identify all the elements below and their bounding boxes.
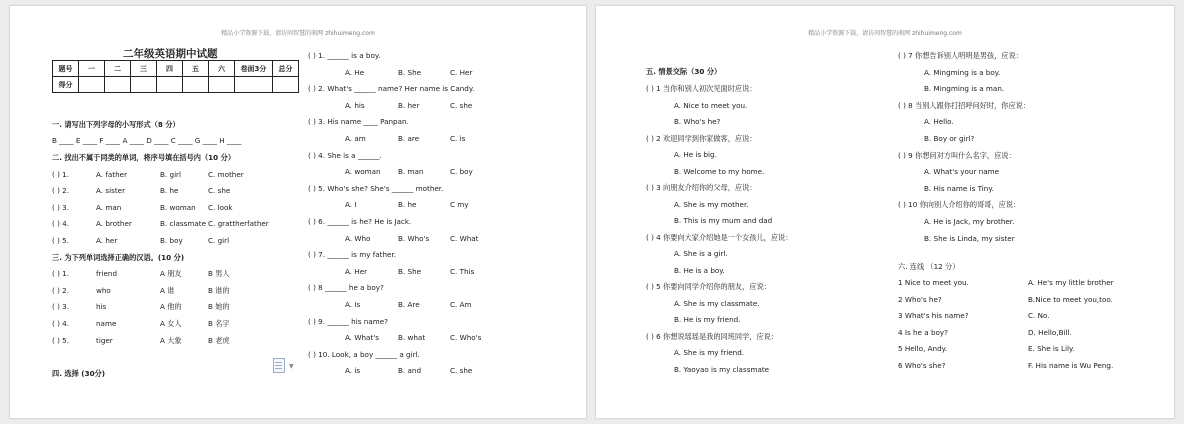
question-text: ( ) 5. Who's she? She's ______ mother. (308, 183, 444, 193)
question-option: B. classmate (160, 219, 206, 228)
question-text: ( ) 2 欢迎同学到你家做客，应说： (646, 133, 757, 143)
score-table-cell: 题号 (53, 61, 79, 77)
letter-blanks: B ____ E ____ F ____ A ____ D ____ C ____ G ____ H ____ (52, 136, 242, 145)
answer-option: C. she (450, 100, 473, 110)
page-1 (10, 6, 586, 418)
question-text: ( ) 4 你要向大家介绍她是一个女孩儿，应说： (646, 232, 793, 242)
question-text: ( ) 7. ______ is my father. (308, 250, 397, 260)
section-title: 一. 请写出下列字母的小写形式（8 分） (52, 120, 180, 129)
question-option: A 谁 (160, 286, 175, 295)
question-text: ( ) 3 向朋友介绍你的父母，应说： (646, 183, 757, 192)
answer-option: B. Yaoyao is my classmate (674, 364, 770, 374)
question-option: B. woman (160, 203, 196, 212)
matching-left-item: 5 Hello, Andy. (898, 344, 948, 354)
question-text: ( ) 6 你想说瑶瑶是我的同班同学，应说： (646, 331, 779, 341)
matching-right-item: E. She is Lily. (1028, 344, 1075, 354)
question-option: A 他的 (160, 302, 182, 311)
question-option: B 名字 (208, 319, 230, 328)
answer-option: B. what (398, 333, 426, 343)
score-table-cell: 三 (131, 61, 157, 77)
score-table-cell: 卷面3分 (235, 61, 273, 77)
section-title: 二. 找出不属于同类的单词，将序号填在括号内（10 分） (52, 153, 236, 162)
question-text: ( ) 5 你要向同学介绍你的朋友，应说： (646, 282, 771, 291)
question-option: ( ) 4. (52, 319, 70, 328)
section-title: 三. 为下列单词选择正确的汉语。(10 分) (52, 253, 185, 262)
matching-right-item: F. His name is Wu Peng. (1028, 361, 1114, 370)
score-table-cell: 二 (105, 61, 131, 77)
score-table-cell (183, 77, 209, 93)
question-option: C. grattherfather (208, 219, 269, 228)
matching-right-item: D. Hello,Bill. (1028, 327, 1072, 337)
section-title: 四. 选择 (30分) (52, 369, 106, 378)
question-option: C. mother (208, 170, 244, 179)
answer-option: A. She is my classmate. (674, 298, 760, 308)
score-table-cell: 四 (157, 61, 183, 77)
answer-option: A. is (345, 366, 361, 376)
answer-option: C my (450, 200, 469, 210)
question-option: A. sister (96, 186, 126, 195)
matching-left-item: 4 Is he a boy? (898, 327, 948, 337)
score-table-cell: 得分 (53, 77, 79, 93)
answer-option: B. Are (398, 300, 420, 309)
score-table-score-row (53, 77, 299, 93)
answer-option: A. I (345, 200, 357, 210)
question-text: ( ) 1. ______ is a boy. (308, 51, 381, 60)
answer-option: A. am (345, 134, 366, 143)
question-option: ( ) 2. (52, 186, 70, 195)
question-option: A. man (96, 203, 122, 212)
answer-option: A. She is my mother. (674, 199, 749, 209)
answer-option: A. What's (345, 333, 379, 343)
question-option: ( ) 5. (52, 236, 70, 245)
answer-option: C. This (450, 266, 475, 276)
question-text: ( ) 8 ______ he a boy? (308, 283, 384, 293)
question-option: A 朋友 (160, 269, 182, 278)
question-option: his (96, 302, 107, 311)
matching-left-item: 1 Nice to meet you. (898, 278, 969, 287)
question-text: ( ) 3. His name ____ Panpan. (308, 117, 409, 127)
answer-option: A. Hello. (924, 117, 954, 127)
question-text: ( ) 10 你向别人介绍你的哥哥，应说： (898, 200, 1021, 210)
question-text: ( ) 9. ______ his name? (308, 316, 388, 326)
question-option: C. she (208, 186, 231, 195)
question-option: A 大象 (160, 336, 182, 345)
answer-option: A. woman (345, 167, 381, 177)
answer-option: B. This is my mum and dad (674, 216, 773, 225)
question-option: name (96, 319, 117, 328)
answer-option: C. Her (450, 67, 473, 77)
answer-option: B. She (398, 266, 422, 276)
question-option: A 女人 (160, 319, 182, 328)
question-option: B. girl (160, 170, 182, 179)
score-table-cell: 六 (209, 61, 235, 77)
question-text: ( ) 2. What's ______ name? Her name is Candy. (308, 84, 475, 94)
answer-option: B. His name is Tiny. (924, 183, 994, 193)
question-option: C. look (208, 203, 233, 212)
answer-option: B. and (398, 366, 422, 376)
answer-option: A. Her (345, 266, 368, 276)
answer-option: A. his (345, 100, 365, 110)
question-option: B. he (160, 186, 179, 195)
score-table-cell (105, 77, 131, 93)
answer-option: C. Am (450, 300, 472, 309)
question-text: ( ) 6. ______ is he? He is Jack. (308, 217, 412, 226)
question-text: ( ) 1 当你和别人初次见面时应说： (646, 84, 757, 93)
answer-option: B. Who's he? (674, 117, 721, 126)
question-option: tiger (96, 336, 113, 345)
answer-option: C. What (450, 233, 479, 243)
question-option: B 谁的 (208, 286, 230, 295)
answer-option: B. Mingming is a man. (924, 84, 1005, 94)
exam-title: 二年级英语期中试题 (123, 48, 218, 60)
matching-left-item: 2 Who's he? (898, 294, 942, 304)
question-text: ( ) 9 你想问对方叫什么名字，应说： (898, 150, 1016, 160)
question-text: ( ) 8 当别人跟你打招呼问好时，你应说： (898, 100, 1031, 110)
matching-left-item: 3 What's his name? (898, 311, 969, 321)
question-option: ( ) 1. (52, 170, 70, 179)
question-option: A. her (96, 236, 118, 245)
question-option: who (96, 286, 111, 295)
answer-option: C. boy (450, 167, 473, 177)
question-option: B. boy (160, 236, 183, 245)
answer-option: B. She (398, 67, 422, 77)
question-text: ( ) 7 你想告诉别人明明是男孩，应说： (898, 51, 1023, 60)
score-table-cell (273, 77, 299, 93)
answer-option: C. is (450, 134, 466, 143)
answer-option: A. He is big. (674, 150, 717, 159)
answer-option: A. She is my friend. (674, 348, 745, 357)
score-table-cell (157, 77, 183, 93)
answer-option: B. are (398, 134, 420, 143)
page-2 (596, 6, 1174, 418)
page-header: 精品小学资源下载，请访问智慧的萌网 zhihuimeng.com (221, 30, 375, 37)
answer-option: A. Who (345, 233, 371, 243)
matching-left-item: 6 Who's she? (898, 361, 946, 370)
question-option: B 老虎 (208, 336, 230, 345)
answer-option: C. Who's (450, 333, 482, 343)
matching-right-item: B.Nice to meet you,too. (1028, 294, 1113, 304)
question-option: ( ) 3. (52, 203, 70, 212)
answer-option: B. he (398, 200, 417, 210)
answer-option: B. Who's (398, 233, 430, 243)
score-table-cell: 一 (79, 61, 105, 77)
answer-option: B. She is Linda, my sister (924, 233, 1015, 243)
question-option: friend (96, 269, 118, 278)
question-option: B 她的 (208, 302, 230, 311)
document-options-icon[interactable]: ▼ (273, 358, 295, 378)
score-table-cell: 总分 (273, 61, 299, 77)
answer-option: B. her (398, 100, 420, 110)
score-table-cell: 五 (183, 61, 209, 77)
answer-option: B. Welcome to my home. (674, 166, 765, 176)
score-table-cell (79, 77, 105, 93)
answer-option: B. He is my friend. (674, 315, 741, 324)
answer-option: A. He is Jack, my brother. (924, 217, 1015, 226)
score-table-cell (235, 77, 273, 93)
question-option: ( ) 1. (52, 269, 70, 278)
question-option: ( ) 3. (52, 302, 70, 311)
question-option: ( ) 2. (52, 286, 70, 295)
score-table (52, 60, 299, 93)
answer-option: B. man (398, 167, 424, 177)
question-text: ( ) 4. She is a ______. (308, 150, 382, 160)
section-6-title: 六. 连线 （12 分） (898, 262, 960, 271)
answer-option: A. Nice to meet you. (674, 100, 748, 110)
answer-option: B. He is a boy. (674, 265, 725, 275)
answer-option: A. Is (345, 300, 361, 309)
answer-option: A. Mingming is a boy. (924, 67, 1001, 77)
section-title: 五. 情景交际（30 分） (646, 67, 722, 76)
matching-right-item: A. He's my little brother (1028, 278, 1114, 287)
answer-option: B. Boy or girl? (924, 134, 975, 143)
question-option: ( ) 4. (52, 219, 70, 228)
question-text: ( ) 10. Look, a boy ______ a girl. (308, 349, 420, 359)
answer-option: C. she (450, 366, 473, 376)
answer-option: A. He (345, 67, 365, 77)
question-option: ( ) 5. (52, 336, 70, 345)
matching-right-item: C. No. (1028, 311, 1050, 321)
question-option: A. father (96, 170, 128, 179)
answer-option: A. She is a girl. (674, 249, 728, 258)
question-option: B 男人 (208, 269, 230, 278)
score-table-cell (209, 77, 235, 93)
question-option: C. girl (208, 236, 230, 245)
score-table-cell (131, 77, 157, 93)
question-option: A. brother (96, 219, 132, 228)
answer-option: A. What's your name (924, 167, 1000, 177)
page-header: 精品小学资源下载，请访问智慧的萌网 zhihuimeng.com (808, 30, 962, 37)
score-table-header-row (53, 61, 299, 77)
